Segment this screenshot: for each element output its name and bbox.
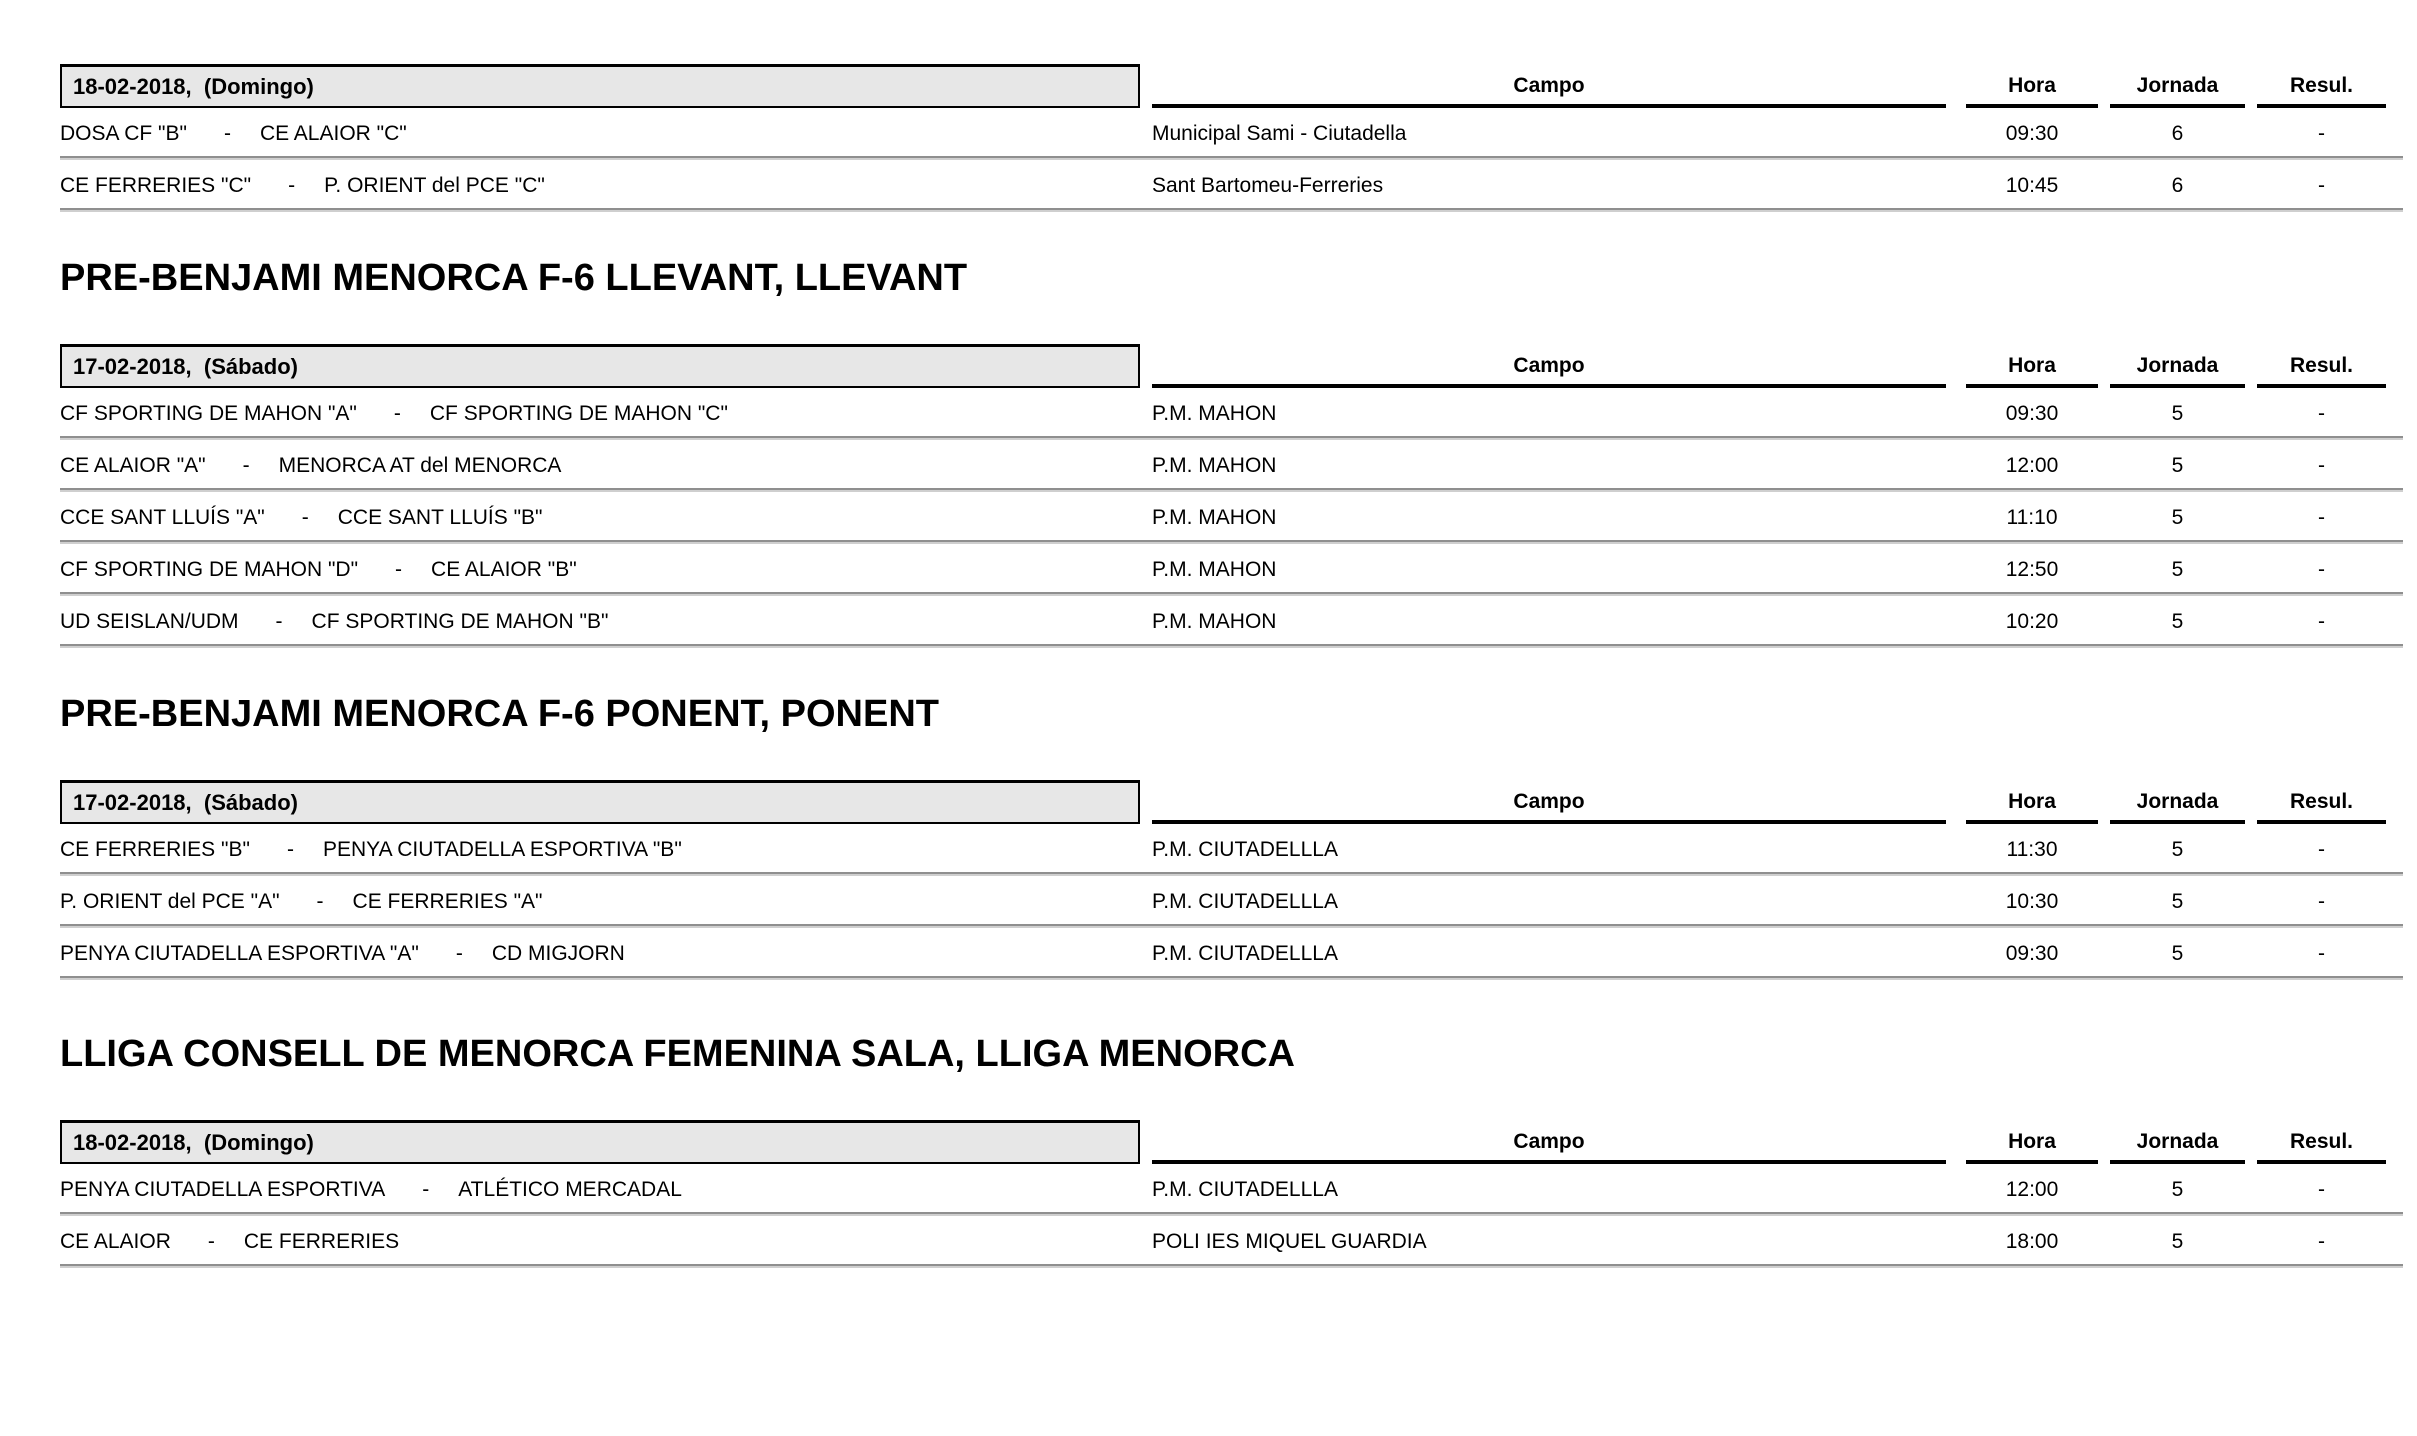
home-team: CE ALAIOR "A": [60, 454, 206, 477]
resul-cell: -: [2318, 838, 2325, 861]
date-header-box: [60, 1120, 1140, 1164]
vs-dash: -: [455, 942, 463, 965]
schedule-table: [60, 64, 2386, 212]
date-header-box: [60, 780, 1140, 824]
jornada-cell: 6: [2171, 174, 2184, 197]
vs-dash: -: [223, 122, 231, 145]
resul-cell: -: [2318, 942, 2325, 965]
resul-cell: -: [2318, 558, 2325, 581]
teams-cell: [60, 440, 1140, 492]
jornada-cell: 5: [2171, 890, 2184, 913]
schedule-table: [60, 780, 2386, 980]
league-title: PRE-BENJAMI MENORCA F-6 LLEVANT, LLEVANT: [60, 257, 968, 299]
teams-cell: [60, 824, 1140, 876]
date-header-box: [60, 64, 1140, 108]
home-team: CE FERRERIES "C": [60, 174, 252, 197]
vs-dash: -: [422, 1178, 430, 1201]
campo-cell: P.M. MAHON: [1152, 402, 1277, 425]
teams-cell: [60, 876, 1140, 928]
campo-cell: P.M. MAHON: [1152, 610, 1277, 633]
table-header-row: [60, 344, 2386, 388]
home-team: CF SPORTING DE MAHON "D": [60, 558, 359, 581]
home-team: PENYA CIUTADELLA ESPORTIVA "A": [60, 942, 419, 965]
vs-dash: -: [242, 454, 250, 477]
league-title: PRE-BENJAMI MENORCA F-6 PONENT, PONENT: [60, 693, 939, 735]
home-team: CE FERRERIES "B": [60, 838, 250, 861]
table-row: [60, 824, 2386, 876]
hora-cell: 11:30: [2006, 838, 2058, 861]
league-section: [0, 256, 2417, 648]
column-header-resul: Resul.: [2257, 64, 2386, 108]
table-row: [60, 388, 2386, 440]
jornada-cell: 5: [2171, 1178, 2184, 1201]
date-label: 18-02-2018, (Domingo): [73, 1129, 314, 1155]
table-row: [60, 160, 2386, 212]
campo-cell: P.M. CIUTADELLLA: [1152, 838, 1338, 861]
resul-cell: -: [2318, 454, 2325, 477]
hora-cell: 12:00: [2005, 1178, 2059, 1201]
teams-cell: [60, 928, 1140, 980]
column-header-resul: Resul.: [2257, 344, 2386, 388]
home-team: CCE SANT LLUÍS "A": [60, 506, 265, 529]
jornada-cell: 5: [2171, 558, 2184, 581]
hora-cell: 09:30: [2005, 942, 2059, 965]
away-team: CD MIGJORN: [491, 942, 625, 965]
away-team: P. ORIENT del PCE "C": [324, 174, 545, 197]
table-row: [60, 544, 2386, 596]
jornada-cell: 5: [2171, 454, 2184, 477]
jornada-cell: 5: [2171, 610, 2184, 633]
away-team: CE FERRERIES "A": [352, 890, 543, 913]
column-header-hora: Hora: [1966, 1120, 2098, 1164]
hora-cell: 10:45: [2005, 174, 2059, 197]
schedule-table: [60, 1120, 2386, 1268]
league-title: LLIGA CONSELL DE MENORCA FEMENINA SALA, LLIGA MENORCA: [60, 1033, 1295, 1075]
home-team: P. ORIENT del PCE "A": [60, 890, 280, 913]
table-row: [60, 108, 2386, 160]
resul-cell: -: [2318, 890, 2325, 913]
date-label: 18-02-2018, (Domingo): [73, 73, 314, 99]
jornada-cell: 5: [2171, 1230, 2184, 1253]
vs-dash: -: [393, 402, 401, 425]
hora-cell: 12:50: [2005, 558, 2059, 581]
hora-cell: 18:00: [2005, 1230, 2059, 1253]
league-section: [0, 64, 2417, 212]
away-team: CE ALAIOR "B": [431, 558, 577, 581]
campo-cell: POLI IES MIQUEL GUARDIA: [1152, 1230, 1427, 1253]
column-header-campo: Campo: [1152, 64, 1946, 108]
resul-cell: -: [2318, 1230, 2325, 1253]
teams-cell: [60, 492, 1140, 544]
away-team: CE ALAIOR "C": [259, 122, 407, 145]
jornada-cell: 5: [2171, 506, 2184, 529]
column-header-resul: Resul.: [2257, 780, 2386, 824]
teams-cell: [60, 596, 1140, 648]
campo-cell: P.M. MAHON: [1152, 506, 1277, 529]
jornada-cell: 5: [2171, 838, 2184, 861]
league-section: [0, 1032, 2417, 1268]
away-team: MENORCA AT del MENORCA: [278, 454, 562, 477]
vs-dash: -: [301, 506, 309, 529]
teams-cell: [60, 544, 1140, 596]
column-header-jornada: Jornada: [2110, 1120, 2245, 1164]
column-header-jornada: Jornada: [2110, 780, 2245, 824]
vs-dash: -: [275, 610, 283, 633]
away-team: CF SPORTING DE MAHON "C": [429, 402, 728, 425]
hora-cell: 09:30: [2005, 402, 2059, 425]
resul-cell: -: [2318, 174, 2325, 197]
hora-cell: 10:30: [2005, 890, 2059, 913]
hora-cell: 11:10: [2006, 506, 2058, 529]
vs-dash: -: [286, 838, 294, 861]
teams-cell: [60, 160, 1140, 212]
teams-cell: [60, 388, 1140, 440]
jornada-cell: 5: [2171, 942, 2184, 965]
teams-cell: [60, 108, 1140, 160]
away-team: ATLÉTICO MERCADAL: [458, 1178, 682, 1201]
campo-cell: P.M. CIUTADELLLA: [1152, 890, 1338, 913]
home-team: CE ALAIOR: [60, 1230, 171, 1253]
away-team: CE FERRERIES: [243, 1230, 400, 1253]
resul-cell: -: [2318, 1178, 2325, 1201]
away-team: PENYA CIUTADELLA ESPORTIVA "B": [322, 838, 682, 861]
hora-cell: 10:20: [2005, 610, 2059, 633]
league-section: [0, 692, 2417, 980]
home-team: UD SEISLAN/UDM: [60, 610, 239, 633]
column-header-campo: Campo: [1152, 780, 1946, 824]
resul-cell: -: [2318, 506, 2325, 529]
table-header-row: [60, 780, 2386, 824]
date-header-box: [60, 344, 1140, 388]
table-row: [60, 1216, 2386, 1268]
column-header-hora: Hora: [1966, 780, 2098, 824]
teams-cell: [60, 1164, 1140, 1216]
table-header-row: [60, 64, 2386, 108]
away-team: CF SPORTING DE MAHON "B": [311, 610, 609, 633]
jornada-cell: 5: [2171, 402, 2184, 425]
campo-cell: P.M. MAHON: [1152, 454, 1277, 477]
table-row: [60, 928, 2386, 980]
column-header-campo: Campo: [1152, 344, 1946, 388]
date-label: 17-02-2018, (Sábado): [73, 353, 298, 379]
column-header-resul: Resul.: [2257, 1120, 2386, 1164]
vs-dash: -: [207, 1230, 215, 1253]
column-header-hora: Hora: [1966, 64, 2098, 108]
date-label: 17-02-2018, (Sábado): [73, 789, 298, 815]
resul-cell: -: [2318, 610, 2325, 633]
schedule-table: [60, 344, 2386, 648]
table-header-row: [60, 1120, 2386, 1164]
teams-cell: [60, 1216, 1140, 1268]
campo-cell: P.M. MAHON: [1152, 558, 1277, 581]
home-team: DOSA CF "B": [60, 122, 187, 145]
table-row: [60, 876, 2386, 928]
home-team: CF SPORTING DE MAHON "A": [60, 402, 357, 425]
campo-cell: Municipal Sami - Ciutadella: [1152, 122, 1407, 145]
campo-cell: P.M. CIUTADELLLA: [1152, 942, 1338, 965]
campo-cell: P.M. CIUTADELLLA: [1152, 1178, 1338, 1201]
resul-cell: -: [2318, 122, 2325, 145]
vs-dash: -: [288, 174, 296, 197]
campo-cell: Sant Bartomeu-Ferreries: [1152, 174, 1384, 197]
column-header-campo: Campo: [1152, 1120, 1946, 1164]
hora-cell: 09:30: [2005, 122, 2059, 145]
column-header-hora: Hora: [1966, 344, 2098, 388]
resul-cell: -: [2318, 402, 2325, 425]
table-row: [60, 440, 2386, 492]
home-team: PENYA CIUTADELLA ESPORTIVA: [60, 1178, 386, 1201]
away-team: CCE SANT LLUÍS "B": [337, 506, 543, 529]
table-row: [60, 596, 2386, 648]
table-row: [60, 492, 2386, 544]
table-row: [60, 1164, 2386, 1216]
column-header-jornada: Jornada: [2110, 344, 2245, 388]
jornada-cell: 6: [2171, 122, 2184, 145]
column-header-jornada: Jornada: [2110, 64, 2245, 108]
vs-dash: -: [316, 890, 324, 913]
hora-cell: 12:00: [2005, 454, 2059, 477]
vs-dash: -: [395, 558, 403, 581]
